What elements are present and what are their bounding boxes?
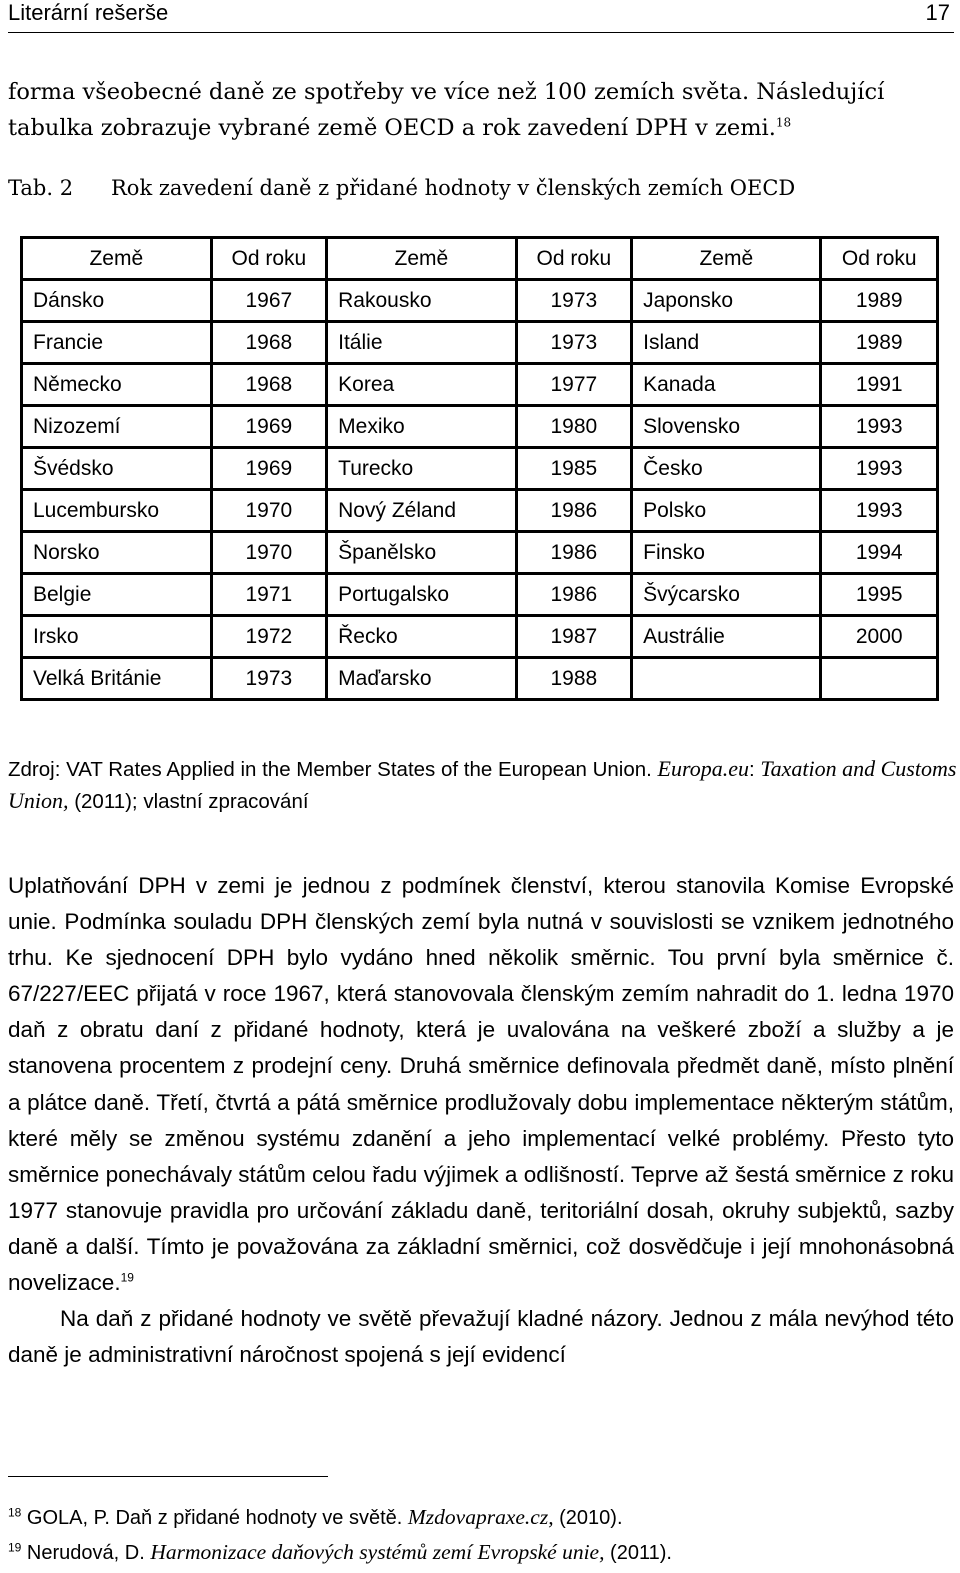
table-row bbox=[22, 322, 938, 364]
country-cell: Austrálie bbox=[632, 616, 821, 658]
table-row bbox=[22, 490, 938, 532]
footnotes bbox=[8, 1500, 954, 1570]
column-header: Země bbox=[632, 238, 821, 280]
year-cell: 1968 bbox=[211, 322, 327, 364]
country-cell: Turecko bbox=[327, 448, 516, 490]
year-cell: 1986 bbox=[516, 490, 632, 532]
year-cell: 1969 bbox=[211, 448, 327, 490]
year-cell: 1995 bbox=[821, 574, 938, 616]
country-cell: Mexiko bbox=[327, 406, 516, 448]
table-header-row bbox=[22, 238, 938, 280]
year-cell: 1989 bbox=[821, 322, 938, 364]
source-prefix: Zdroj: VAT Rates Applied in the Member States of the European Union. bbox=[8, 758, 652, 781]
intro-text: forma všeobecné daně ze spotřeby ve více než 100 zemích světa. Následující tabulka zobrazuje vybrané země OECD a rok zavedení DPH v zemi. bbox=[8, 79, 885, 141]
paragraph-text: Uplatňování DPH v zemi je jednou z podmínek členství, kterou stanovila Komise Evropské unie. Podmínka souladu DPH členských zemí byla nutná v souvislosti se vznikem jednotného trhu. Ke sjednocení DPH bylo vydáno hned několik směrnic. Tou první byla směrnice č. 67/227/EEC přijatá v roce 1967, která stanovovala členským zemím nahradit do 1. ledna 1970 daň z obratu daní z přidané hodnoty, která je uvalována na veškeré zboží a služby a je stanovena procentem z prodejní ceny. Druhá směrnice definovala předmět daně, místo plnění a plátce daně. Třetí, čtvrtá a pátá směrnice prodlužovaly dobu implementace některým státům, které měly se změnou systému zdanění a jeho implementací velké problémy. Přesto tyto směrnice ponechávaly státům celou řadu výjimek a odlišností. Teprve až šestá směrnice z roku 1977 stanovuje pravidla pro určování základu daně, teritoriální dosah, okruhy subjektů, sazby daně a další. Tímto je považována za základní směrnici, což dosvědčuje i její mnohonásobná novelizace. bbox=[8, 873, 954, 1296]
paragraph bbox=[8, 868, 954, 1301]
year-cell bbox=[821, 658, 938, 700]
footnote-number: 19 bbox=[8, 1540, 22, 1555]
country-cell: Francie bbox=[22, 322, 212, 364]
country-cell: Norsko bbox=[22, 532, 212, 574]
table-source-note bbox=[8, 753, 958, 817]
year-cell: 1989 bbox=[821, 280, 938, 322]
footnote-19 bbox=[8, 1535, 954, 1570]
year-cell: 1970 bbox=[211, 490, 327, 532]
source-italic-title: Taxation and Customs Union, bbox=[8, 756, 957, 813]
column-header: Od roku bbox=[211, 238, 327, 280]
table-row bbox=[22, 658, 938, 700]
running-header bbox=[8, 0, 954, 33]
country-cell: Korea bbox=[327, 364, 516, 406]
table-row bbox=[22, 406, 938, 448]
year-cell: 1972 bbox=[211, 616, 327, 658]
vat-introduction-table bbox=[20, 236, 939, 701]
column-header: Od roku bbox=[821, 238, 938, 280]
footnote-year: (2011). bbox=[604, 1542, 672, 1564]
intro-paragraph bbox=[8, 74, 954, 146]
country-cell: Švýcarsko bbox=[632, 574, 821, 616]
year-cell: 1969 bbox=[211, 406, 327, 448]
table-row bbox=[22, 280, 938, 322]
year-cell: 1985 bbox=[516, 448, 632, 490]
country-cell: Česko bbox=[632, 448, 821, 490]
year-cell: 1968 bbox=[211, 364, 327, 406]
country-cell: Maďarsko bbox=[327, 658, 516, 700]
table-row bbox=[22, 532, 938, 574]
country-cell: Island bbox=[632, 322, 821, 364]
country-cell: Řecko bbox=[327, 616, 516, 658]
page-number: 17 bbox=[925, 0, 950, 25]
year-cell: 1970 bbox=[211, 532, 327, 574]
country-cell: Itálie bbox=[327, 322, 516, 364]
table-row bbox=[22, 364, 938, 406]
country-cell: Japonsko bbox=[632, 280, 821, 322]
table-row bbox=[22, 574, 938, 616]
year-cell: 1993 bbox=[821, 490, 938, 532]
paragraph: Na daň z přidané hodnoty ve světě převažují kladné názory. Jednou z mála nevýhod této daně je administrativní náročnost spojená s její evidencí bbox=[8, 1306, 954, 1368]
year-cell: 1973 bbox=[516, 280, 632, 322]
body-text bbox=[8, 868, 954, 1373]
source-site: Europa.eu bbox=[657, 756, 749, 781]
column-header: Od roku bbox=[516, 238, 632, 280]
country-cell: Dánsko bbox=[22, 280, 212, 322]
country-cell: Lucembursko bbox=[22, 490, 212, 532]
table-caption-text: Rok zavedení daně z přidané hodnoty v členských zemích OECD bbox=[111, 176, 796, 200]
country-cell: Irsko bbox=[22, 616, 212, 658]
column-header: Země bbox=[327, 238, 516, 280]
footnote-ref-19[interactable]: 19 bbox=[120, 1270, 134, 1285]
year-cell: 1993 bbox=[821, 448, 938, 490]
country-cell: Nový Zéland bbox=[327, 490, 516, 532]
source-colon: : bbox=[748, 758, 761, 781]
footnote-source: Mzdovapraxe.cz, bbox=[407, 1505, 554, 1529]
country-cell: Španělsko bbox=[327, 532, 516, 574]
footnote-author: GOLA, P. Daň z přidané hodnoty ve světě. bbox=[26, 1507, 408, 1529]
column-header: Země bbox=[22, 238, 212, 280]
year-cell: 1980 bbox=[516, 406, 632, 448]
country-cell: Polsko bbox=[632, 490, 821, 532]
table-caption-label: Tab. 2 bbox=[8, 176, 74, 200]
footnote-number: 18 bbox=[8, 1505, 22, 1520]
table-row bbox=[22, 616, 938, 658]
country-cell bbox=[632, 658, 821, 700]
year-cell: 1988 bbox=[516, 658, 632, 700]
country-cell: Belgie bbox=[22, 574, 212, 616]
footnote-ref-18[interactable]: 18 bbox=[775, 115, 792, 130]
year-cell: 1967 bbox=[211, 280, 327, 322]
country-cell: Kanada bbox=[632, 364, 821, 406]
year-cell: 1971 bbox=[211, 574, 327, 616]
footnote-separator bbox=[8, 1476, 328, 1477]
footnote-year: (2010). bbox=[553, 1507, 623, 1529]
year-cell: 1986 bbox=[516, 574, 632, 616]
country-cell: Portugalsko bbox=[327, 574, 516, 616]
year-cell: 1994 bbox=[821, 532, 938, 574]
country-cell: Slovensko bbox=[632, 406, 821, 448]
year-cell: 1986 bbox=[516, 532, 632, 574]
country-cell: Švédsko bbox=[22, 448, 212, 490]
year-cell: 1977 bbox=[516, 364, 632, 406]
country-cell: Velká Británie bbox=[22, 658, 212, 700]
year-cell: 1993 bbox=[821, 406, 938, 448]
country-cell: Nizozemí bbox=[22, 406, 212, 448]
footnote-18 bbox=[8, 1500, 954, 1535]
year-cell: 1973 bbox=[516, 322, 632, 364]
country-cell: Finsko bbox=[632, 532, 821, 574]
year-cell: 1991 bbox=[821, 364, 938, 406]
footnote-source: Harmonizace daňových systémů zemí Evropské unie, bbox=[150, 1540, 605, 1564]
table-row bbox=[22, 448, 938, 490]
country-cell: Německo bbox=[22, 364, 212, 406]
table-body bbox=[22, 280, 938, 700]
footnote-author: Nerudová, D. bbox=[26, 1542, 151, 1564]
source-suffix: (2011); vlastní zpracování bbox=[68, 790, 309, 813]
year-cell: 2000 bbox=[821, 616, 938, 658]
year-cell: 1987 bbox=[516, 616, 632, 658]
header-title: Literární rešerše bbox=[8, 0, 169, 25]
country-cell: Rakousko bbox=[327, 280, 516, 322]
year-cell: 1973 bbox=[211, 658, 327, 700]
